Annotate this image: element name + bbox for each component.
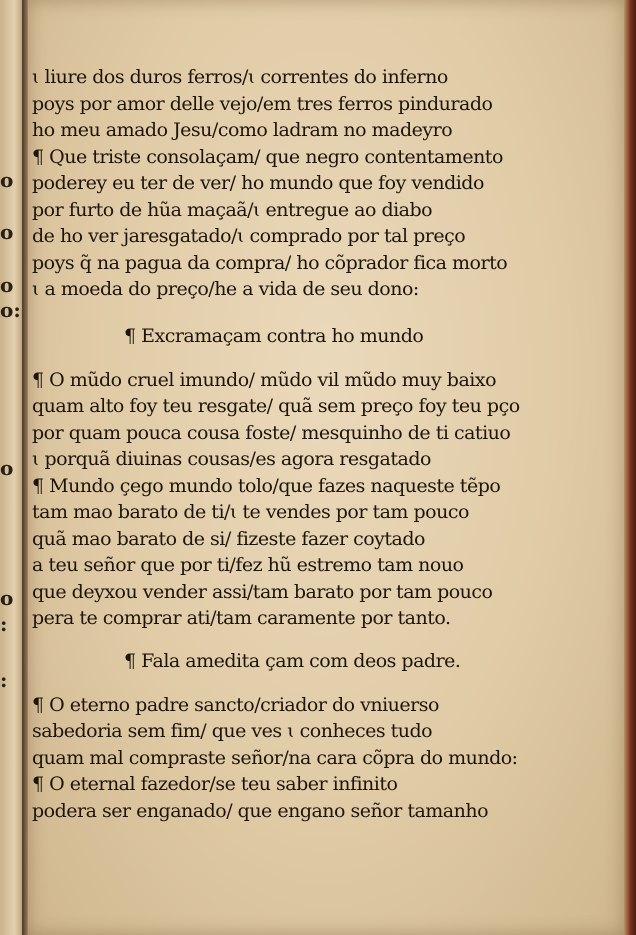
verse-line: tam mao barato de ti/ɩ te vendes por tam pouco [32, 501, 469, 523]
verse-line: quam mal compraste señor/na cara cõpra do mundo: [32, 746, 518, 769]
verse-line: ¶ O eternal fazedor/se teu saber infinito [32, 773, 398, 795]
page-text [32, 64, 592, 824]
left-fragment: o [0, 456, 14, 480]
left-page-edge [0, 0, 24, 935]
verse-line: ¶ O eterno padre sancto/criador do vniuerso [32, 693, 439, 716]
verse-line: ɩ porquã diuinas cousas/es agora resgatado [32, 448, 431, 470]
verse-line: ɩ a moeda do preço/he a vida de seu dono: [32, 278, 419, 300]
left-fragment: : [0, 668, 8, 692]
left-fragment: o [0, 220, 14, 244]
verse-line: sabedoria sem fim/ que ves ɩ conheces tudo [32, 720, 433, 742]
verse-line: quã mao barato de si/ fizeste fazer coytado [32, 527, 425, 550]
verse-line: por quam pouca cousa foste/ mesquinho de ti catiuo [32, 421, 511, 444]
verse-line: poys por amor delle vejo/em tres ferros pindurado [32, 92, 493, 115]
left-fragment: o [0, 586, 14, 610]
left-fragment: o: [0, 298, 21, 322]
left-fragment: o [0, 168, 14, 192]
verse-line: de ho ver jaresgatado/ɩ comprado por tal preço [32, 225, 466, 247]
verse-line: quam alto foy teu resgate/ quã sem preço foy teu pço [32, 395, 520, 417]
left-fragment: : [0, 612, 8, 636]
verse-line: ¶ Mundo çego mundo tolo/que fazes naqueste tẽpo [32, 474, 501, 497]
verse-line: que deyxou vender assi/tam barato por tam pouco [32, 580, 493, 603]
verse-line: podera ser enganado/ que engano señor tamanho [32, 799, 489, 822]
section-heading: ¶ Excramaçam contra ho mundo [124, 324, 424, 347]
section-heading: ¶ Fala amedita çam com deos padre. [124, 649, 461, 672]
right-page [28, 0, 624, 935]
verse-line: ɩ liure dos duros ferros/ɩ correntes do inferno [32, 66, 448, 88]
verse-line: poderey eu ter de ver/ ho mundo que foy vendido [32, 172, 484, 194]
verse-line: poys q̃ na pagua da compra/ ho cõprador fica morto [32, 251, 508, 274]
verse-line: por furto de hũa maçaã/ɩ entregue ao diabo [32, 198, 433, 221]
verse-line: ho meu amado Jesu/como ladram no madeyro [32, 119, 453, 141]
verse-line: pera te comprar ati/tam caramente por tanto. [32, 607, 451, 629]
left-fragment: o [0, 273, 14, 297]
verse-line: a teu señor que por ti/fez hũ estremo tam nouo [32, 554, 464, 576]
verse-line: ¶ Que triste consolaçam/ que negro contentamento [32, 145, 503, 168]
verse-line: ¶ O mũdo cruel imundo/ mũdo vil mũdo muy baixo [32, 368, 497, 391]
page-fore-edge [624, 0, 636, 935]
